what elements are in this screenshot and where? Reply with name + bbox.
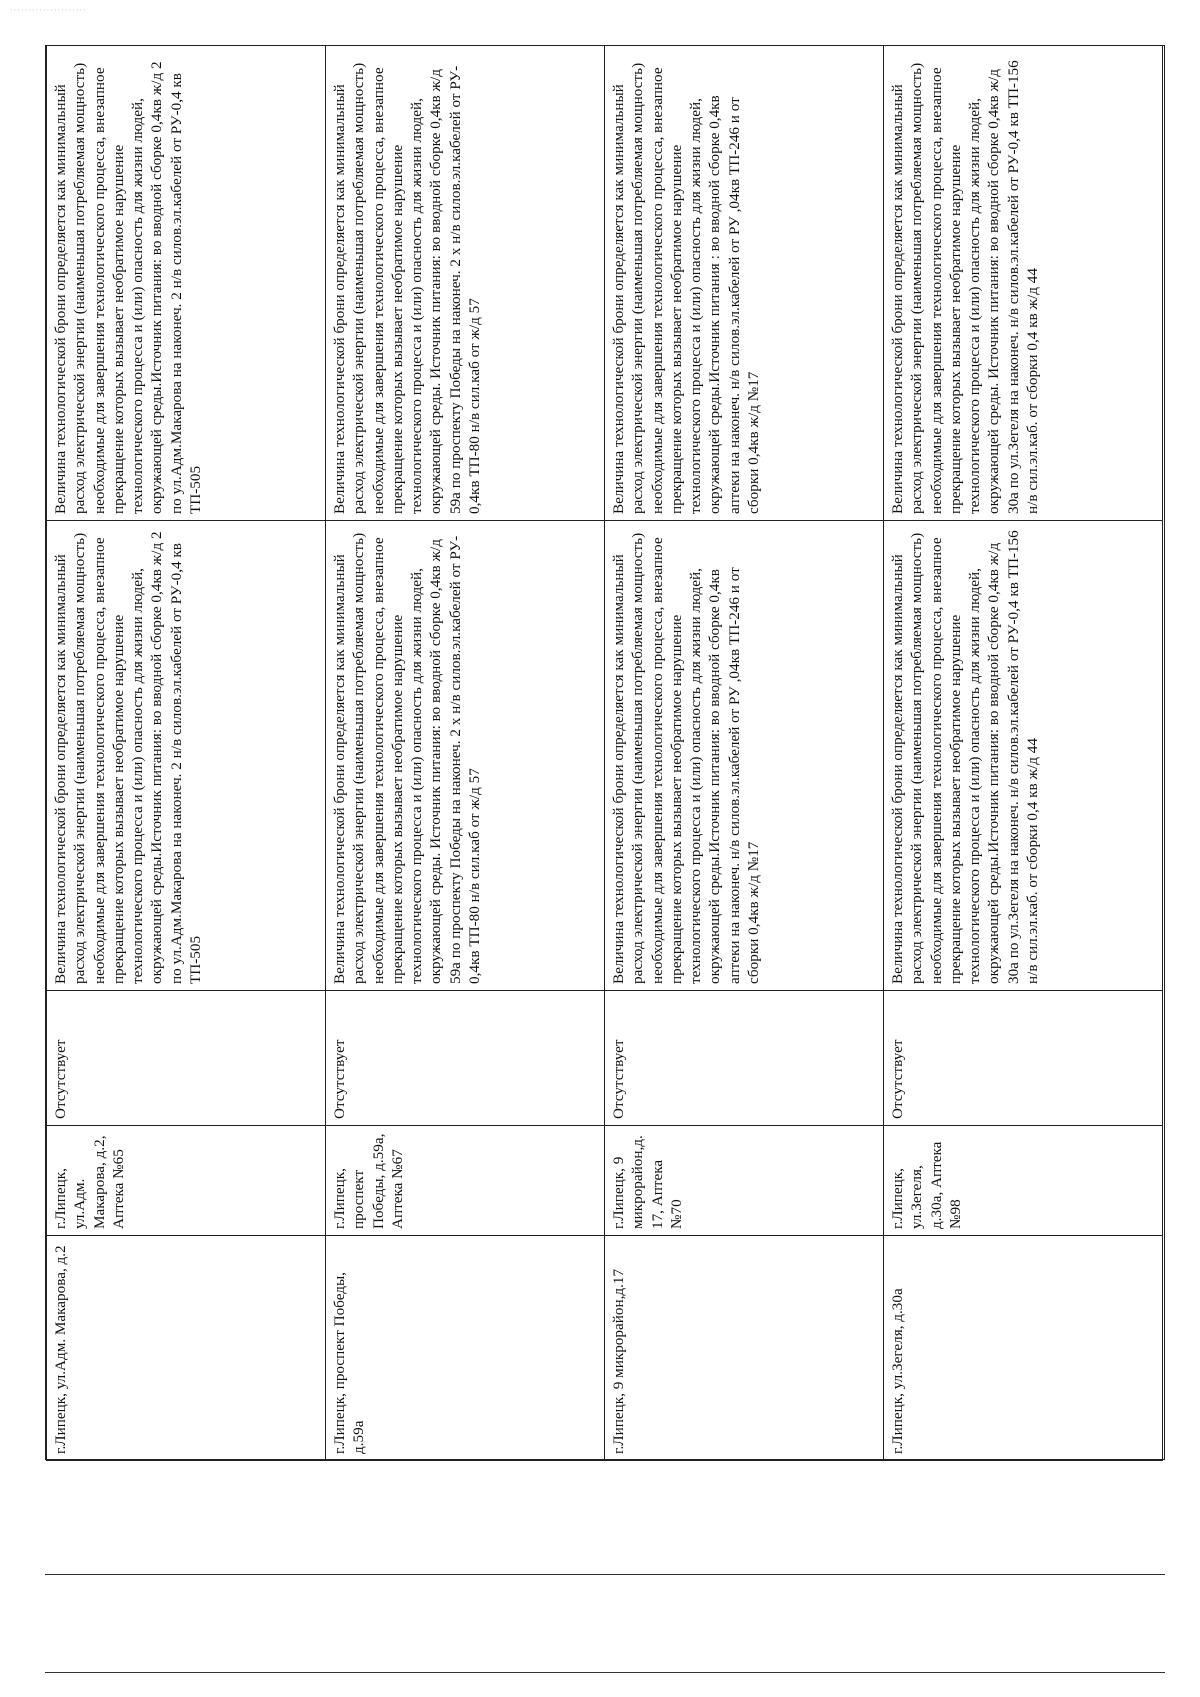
- description-cell-b: Величина технологической брони определяется как минимальный расход электрической энергии (наименьшая потребляемая мощность) необходимые для завершения технологического процесса, внезапное прекращение которых вызывает необратимое нарушение технологического процесса и (или) опасность для жизни людей, окружающей среды. Источник питания: во вводной сборке 0,4кв ж/д 30а по ул.Зегеля на наконеч. н/в силов.эл.кабелей от РУ-0,4 кв ТП-156 н/в сил.эл.каб. от сборки 0,4 кв ж/д 44: [884, 46, 1163, 521]
- address-cell: г.Липецк, ул.Адм. Макарова, д.2: [47, 1236, 326, 1461]
- object-cell: г.Липецк, проспект Победы, д.59а, Аптека №67: [326, 1126, 605, 1236]
- description-cell-b: Величина технологической брони определяется как минимальный расход электрической энергии (наименьшая потребляемая мощность) необходимые для завершения технологического процесса, внезапное прекращение которых вызывает необратимое нарушение технологического процесса и (или) опасность для жизни людей, окружающей среды.Источник питания: во вводной сборке 0,4кв ж/д 2 по ул.Адм.Макарова на наконеч. 2 н/в силов.эл.кабелей от РУ-0,4 кв ТП-505: [47, 46, 326, 521]
- presence-cell: Отсутствует: [884, 991, 1163, 1126]
- table-row: [605, 46, 884, 1461]
- object-cell: г.Липецк, ул.Адм. Макарова, д.2, Аптека №65: [47, 1126, 326, 1236]
- presence-cell: Отсутствует: [326, 991, 605, 1126]
- presence-cell: Отсутствует: [605, 991, 884, 1126]
- table-row: [884, 46, 1163, 1461]
- tech-reserve-table: [46, 45, 1163, 1461]
- document-table-frame: [45, 45, 1165, 1460]
- address-cell: г.Липецк, проспект Победы, д.59а: [326, 1236, 605, 1461]
- description-cell-a: Величина технологической брони определяется как минимальный расход электрической энергии (наименьшая потребляемая мощность) необходимые для завершения технологического процесса, внезапное прекращение которых вызывает необратимое нарушение технологического процесса и (или) опасность для жизни людей, окружающей среды.Источник питания: во вводной сборке 0,4кв ж/д 2 по ул.Адм.Макарова на наконеч. 2 н/в силов.эл.кабелей от РУ-0,4 кв ТП-505: [47, 521, 326, 991]
- description-cell-b: Величина технологической брони определяется как минимальный расход электрической энергии (наименьшая потребляемая мощность) необходимые для завершения технологического процесса, внезапное прекращение которых вызывает необратимое нарушение технологического процесса и (или) опасность для жизни людей, окружающей среды. Источник питания: во вводной сборке 0,4кв ж/д 59а по проспекту Победы на наконеч. 2 х н/в силов.эл.кабелей от РУ- 0,4кв ТП-80 н/в сил.каб от ж/д 57: [326, 46, 605, 521]
- scan-artifact: ·····················: [10, 6, 87, 15]
- object-cell: г.Липецк, ул.Зегеля, д.30а, Аптека №98: [884, 1126, 1163, 1236]
- table-row: [47, 46, 326, 1461]
- address-cell: г.Липецк, ул.Зегеля, д.30а: [884, 1236, 1163, 1461]
- description-cell-a: Величина технологической брони определяется как минимальный расход электрической энергии (наименьшая потребляемая мощность) необходимые для завершения технологического процесса, внезапное прекращение которых вызывает необратимое нарушение технологического процесса и (или) опасность для жизни людей, окружающей среды. Источник питания: во вводной сборке 0,4кв ж/д 59а по проспекту Победы на наконеч. 2 х н/в силов.эл.кабелей от РУ- 0,4кв ТП-80 н/в сил.каб от ж/д 57: [326, 521, 605, 991]
- description-cell-a: Величина технологической брони определяется как минимальный расход электрической энергии (наименьшая потребляемая мощность) необходимые для завершения технологического процесса, внезапное прекращение которых вызывает необратимое нарушение технологического процесса и (или) опасность для жизни людей, окружающей среды.Источник питания: во вводной сборке 0,4кв ж/д 30а по ул.Зегеля на наконеч. н/в силов.эл.кабелей от РУ-0,4 кв ТП-156 н/в сил.эл.каб. от сборки 0,4 кв ж/д 44: [884, 521, 1163, 991]
- footer-rule-upper: [45, 1574, 1165, 1575]
- rotated-table-container: [46, 46, 1166, 1461]
- address-cell: г.Липецк, 9 микрорайон,д.17: [605, 1236, 884, 1461]
- description-cell-a: Величина технологической брони определяется как минимальный расход электрической энергии (наименьшая потребляемая мощность) необходимые для завершения технологического процесса, внезапное прекращение которых вызывает необратимое нарушение технологического процесса и (или) опасность для жизни людей, окружающей среды.Источник питания: во вводной сборке 0,4кв аптеки на наконеч. н/в силов.эл.кабелей от РУ ,04кв ТП-246 и от сборки 0,4кв ж/д №17: [605, 521, 884, 991]
- table-row: [326, 46, 605, 1461]
- description-cell-b: Величина технологической брони определяется как минимальный расход электрической энергии (наименьшая потребляемая мощность) необходимые для завершения технологического процесса, внезапное прекращение которых вызывает необратимое нарушение технологического процесса и (или) опасность для жизни людей, окружающей среды.Источник питания : во вводной сборке 0,4кв аптеки на наконеч. н/в силов.эл.кабелей от РУ ,04кв ТП-246 и от сборки 0,4кв ж/д №17: [605, 46, 884, 521]
- footer-rule-lower: [45, 1672, 1165, 1673]
- presence-cell: Отсутствует: [47, 991, 326, 1126]
- object-cell: г.Липецк, 9 микрорайон,д.17, Аптека №70: [605, 1126, 884, 1236]
